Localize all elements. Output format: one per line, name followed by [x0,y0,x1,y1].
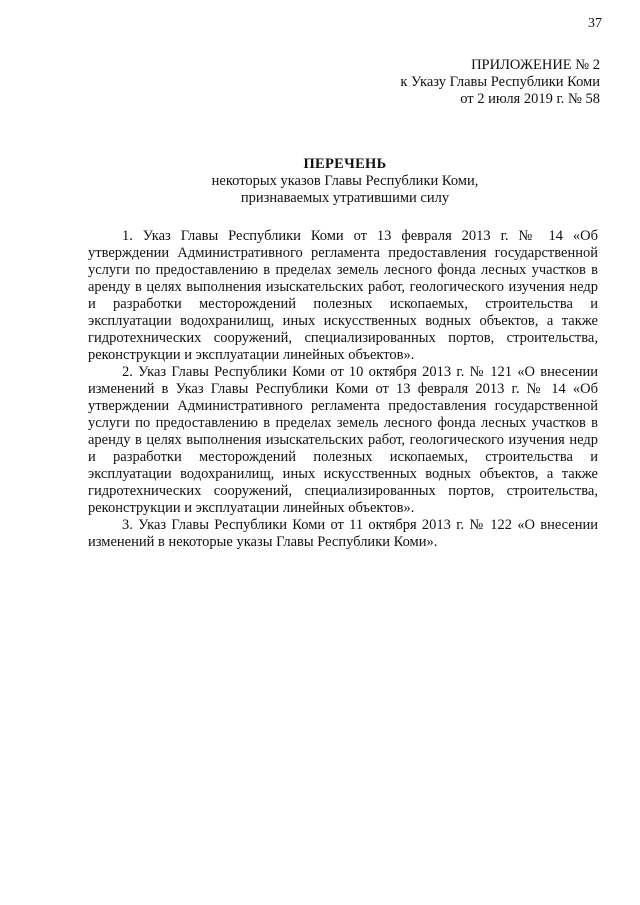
document-heading [100,156,590,207]
appendix-title: ПРИЛОЖЕНИЕ № 2 [471,57,600,73]
page-number: 37 [588,16,602,31]
decree-list [88,228,598,551]
document-subtitle-line1: некоторых указов Главы Республики Коми, [211,173,479,189]
decree-list-item: 2. Указ Главы Республики Коми от 10 октября 2013 г. № 121 «О внесении изменений в Указ Главы Республики Коми от 13 февраля 2013 г. № 14 «Об утверждении Административного регламента предоставления государственной услуги по предоставлению в пределах земель лесного фонда лесных участков в аренду в целях выполнения изыскательских работ, геологического изучения недр и разработки месторождений полезных ископаемых, строительства и эксплуатации водохранилищ, иных искусственных водных объектов, а также гидротехнических сооружений, специализированных портов, строительства, реконструкции и эксплуатации линейных объектов». [88,364,598,516]
appendix-header [400,57,600,108]
appendix-decree-date: от 2 июля 2019 г. № 58 [460,91,600,107]
document-title: ПЕРЕЧЕНЬ [303,156,387,172]
document-subtitle-line2: признаваемых утратившими силу [240,190,450,206]
decree-list-item: 3. Указ Главы Республики Коми от 11 октября 2013 г. № 122 «О внесении изменений в некоторые указы Главы Республики Коми». [88,517,598,550]
decree-list-item: 1. Указ Главы Республики Коми от 13 февраля 2013 г. № 14 «Об утверждении Административного регламента предоставления государственной услуги по предоставлению в пределах земель лесного фонда лесных участков в аренду в целях выполнения изыскательских работ, геологического изучения недр и разработки месторождений полезных ископаемых, строительства и эксплуатации водохранилищ, иных искусственных водных объектов, а также гидротехнических сооружений, специализированных портов, строительства, реконструкции и эксплуатации линейных объектов». [88,228,598,363]
appendix-decree-ref: к Указу Главы Республики Коми [400,74,600,90]
